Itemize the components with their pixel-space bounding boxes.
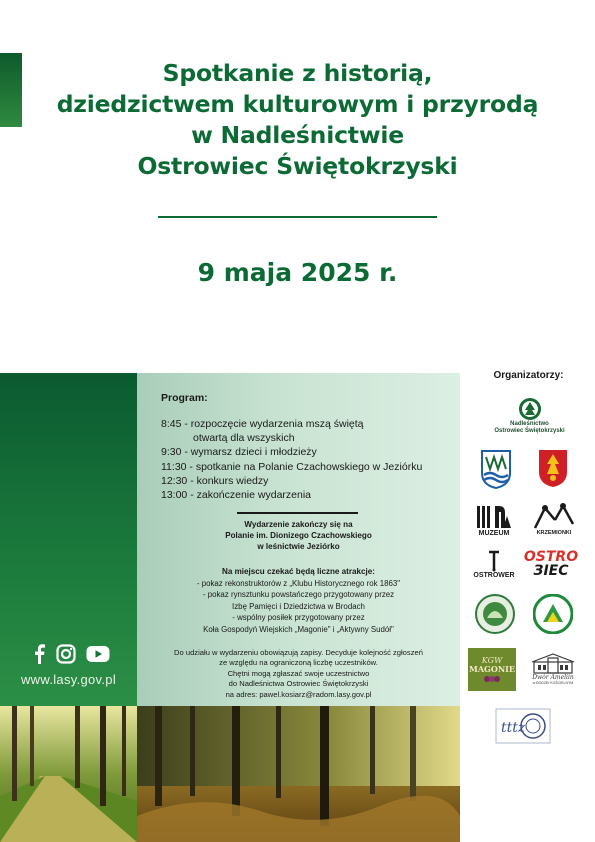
nadlesnictwo-caption-2: Ostrowiec Świętokrzyski (494, 428, 565, 434)
ostrower-caption: OSTROWER (473, 571, 515, 579)
nadlesnictwo-logo (487, 395, 572, 437)
title-line-2: dziedzictwem kulturowym i przyrodą (56, 90, 539, 118)
title-line-3: w Nadleśnictwie (191, 121, 404, 149)
lasy-panstwowe-icon (518, 397, 542, 421)
krzemionki-icon (531, 502, 577, 530)
registration-info (137, 648, 460, 700)
forest-photo (0, 706, 460, 842)
title-line-1: Spotkanie z historią, (162, 59, 433, 87)
instagram-icon[interactable] (56, 644, 76, 664)
program-heading: Program: (161, 392, 208, 404)
round-emblem-icon (475, 594, 515, 634)
gmina-coat-of-arms-2 (535, 447, 571, 489)
magonie-logo (468, 648, 516, 691)
dwor-logo (524, 648, 582, 690)
program-item: 12:30 - konkurs wiedzy (161, 474, 269, 487)
nadlesnictwo-caption-1: Nadleśnictwo (510, 421, 549, 427)
grapes-icon (483, 674, 501, 684)
closing-line: w leśnictwie Jeziórko (257, 542, 340, 551)
closing-note (137, 519, 460, 552)
manor-house-icon (530, 652, 576, 674)
attractions-heading: Na miejscu czekać będą liczne atrakcje: (222, 567, 375, 576)
website-link[interactable]: www.lasy.gov.pl (20, 672, 117, 687)
muzeum-caption: MUZEUM (478, 529, 510, 537)
tttz-logo (493, 704, 553, 748)
registration-line: ze względu na ograniczoną liczbę uczestników. (219, 658, 378, 668)
registration-line: Chętni mogą zgłaszać swoje uczestnictwo (227, 668, 370, 678)
facebook-icon[interactable] (32, 644, 46, 664)
program-item: otwartą dla wszyskich (193, 432, 295, 445)
tttz-icon (495, 708, 551, 744)
program-list (161, 417, 422, 502)
ostrowiec-logo (524, 548, 578, 580)
attraction-line: - wspólny posiłek przygotowany przez (232, 613, 365, 623)
tttz-text: tttz (501, 720, 526, 736)
attractions-list (137, 578, 460, 635)
organizers-label: Organizatorzy: (493, 370, 564, 381)
program-divider (237, 512, 358, 514)
gmina-coat-of-arms-1 (478, 448, 514, 490)
closing-line: Wydarzenie zakończy się na (244, 520, 353, 529)
coat-of-arms-icon (537, 448, 569, 488)
program-item: 9:30 - wymarsz dzieci i młodzieży (161, 446, 317, 459)
muzeum-icon (475, 502, 513, 530)
krzemionki-logo (528, 497, 580, 541)
dwor-caption-1: Dwór Ameliin (532, 674, 574, 681)
title-line-4: Ostrowiec Świętokrzyski (137, 152, 458, 180)
closing-line: Polanie im. Dionizego Czachowskiego (225, 531, 372, 540)
ostrower-logo (470, 546, 518, 582)
registration-line: do Nadleśnictwa Ostrowiec Świętokrzyski (228, 679, 369, 689)
round-emblem-icon (533, 594, 573, 634)
social-links (32, 644, 110, 664)
muzeum-logo (471, 497, 517, 541)
ostro-text: OSTRO (523, 549, 579, 565)
program-item: 8:45 - rozpoczęcie wydarzenia mszą świętą (161, 418, 364, 430)
attraction-line: - pokaz rekonstruktorów z „Klubu Historycznego rok 1863" (196, 579, 401, 588)
wiec-text: ЗIEC (533, 563, 569, 579)
magonie-caption-1: KGW (481, 655, 503, 665)
event-date: 9 maja 2025 r. (197, 258, 398, 287)
youtube-icon[interactable] (86, 645, 110, 663)
attraction-line: Koła Gospodyń Wiejskich „Magonie" i „Aktywny Sudół" (203, 624, 394, 634)
title-divider (158, 216, 437, 218)
krzemionki-caption: KRZEMIONKI (536, 530, 572, 536)
kgw-emblem-2 (532, 593, 574, 635)
ostrower-icon (487, 550, 501, 572)
event-title (20, 58, 575, 182)
accent-bar (0, 53, 22, 127)
kgw-emblem-1 (474, 593, 516, 635)
registration-line: Do udziału w wydarzeniu obowiązują zapisy. Decyduje kolejność zgłoszeń (174, 648, 423, 657)
coat-of-arms-icon (480, 449, 512, 489)
program-item: 11:30 - spotkanie na Polanie Czachowskiego w Jeziórku (161, 460, 423, 473)
attraction-line: Izbę Pamięci i Dziedzictwa w Brodach (232, 601, 365, 611)
dwor-caption-2: w BODZEI KOŚCIELNYM (532, 681, 574, 685)
registration-line: na adres: pawel.kosiarz@radom.lasy.gov.pl (225, 689, 372, 699)
attraction-line: - pokaz rynsztunku powstańczego przygotowany przez (202, 590, 395, 600)
magonie-caption-2: MAGONIE (468, 663, 515, 674)
program-item: 13:00 - zakończenie wydarzenia (161, 489, 312, 502)
